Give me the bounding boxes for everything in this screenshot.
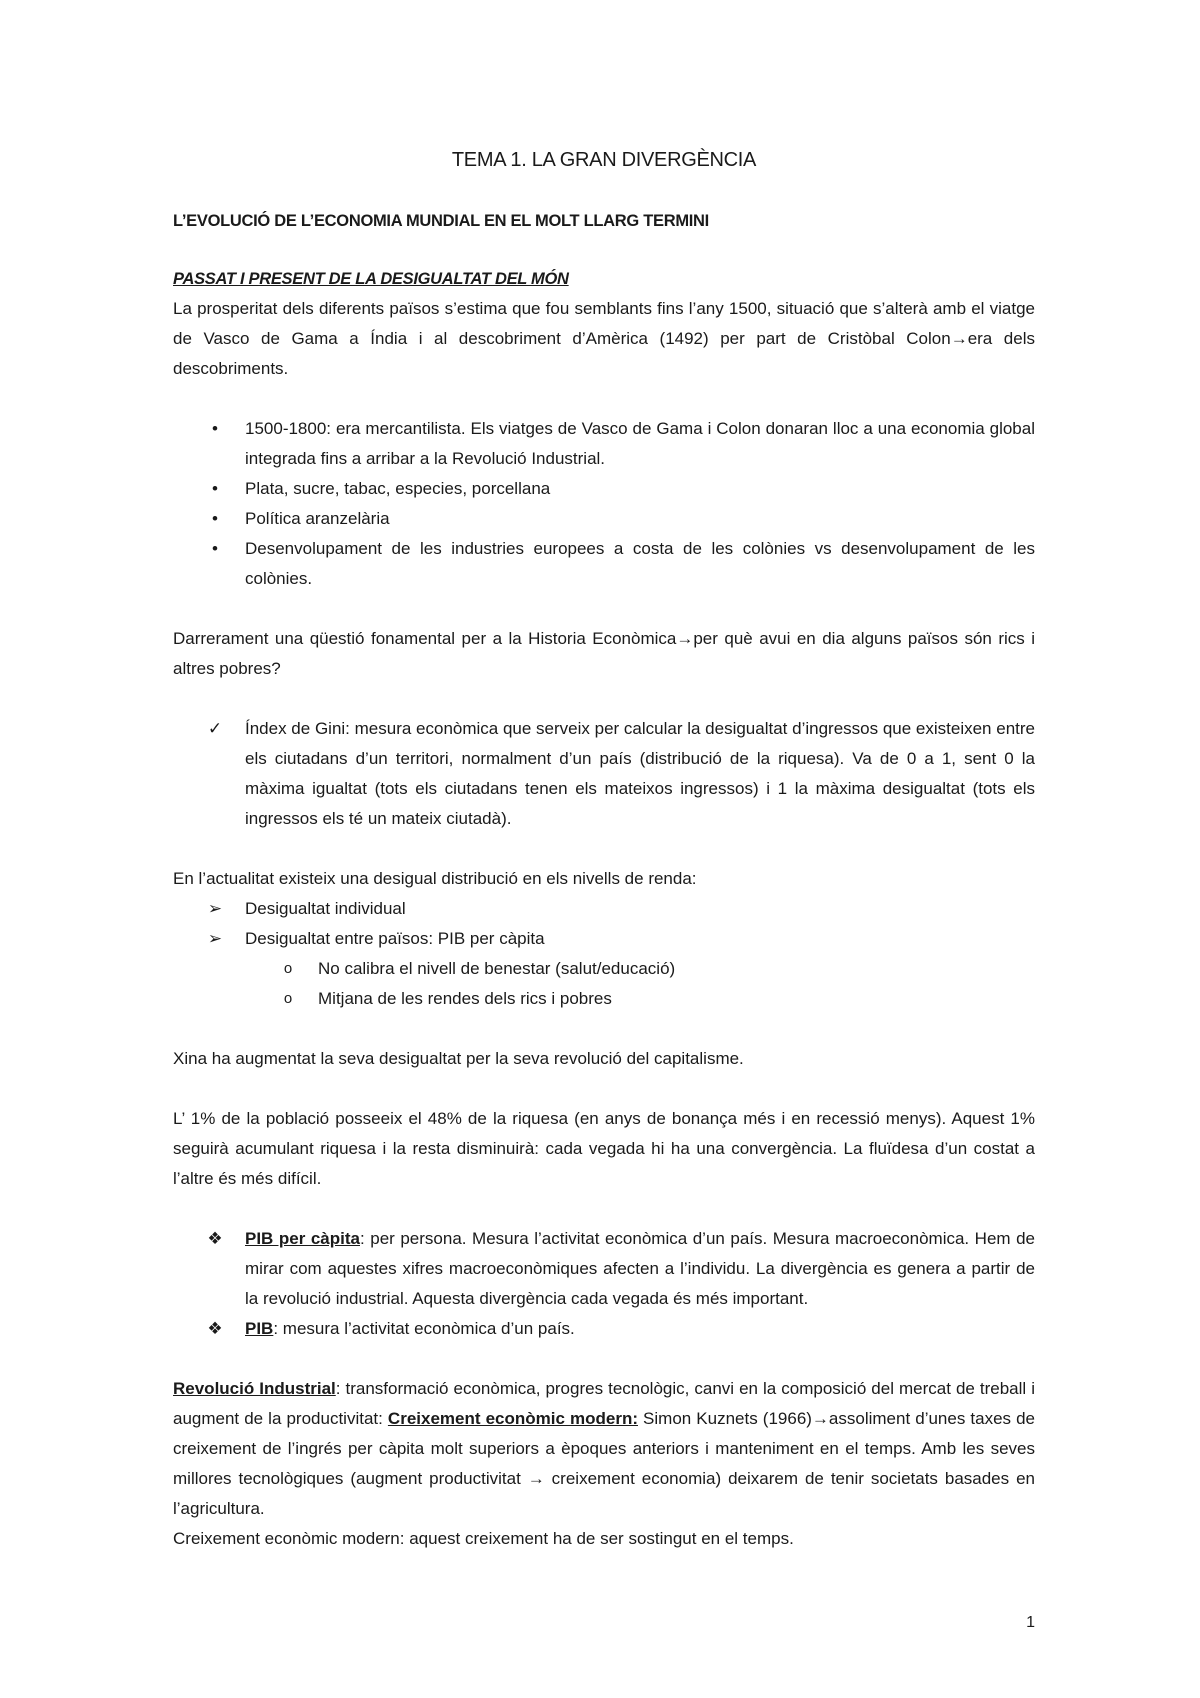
section-heading: L’EVOLUCIÓ DE L’ECONOMIA MUNDIAL EN EL MOLT LLARG TERMINI	[173, 212, 709, 230]
checkmark-icon: ✓	[207, 719, 223, 738]
page-title: TEMA 1. LA GRAN DIVERGÈNCIA	[451, 149, 757, 171]
sub-list	[173, 954, 1035, 1014]
paragraph-modern-growth: Creixement econòmic modern: aquest creixement ha de ser sostingut en el temps.	[173, 1529, 794, 1548]
term-pib: PIB	[245, 1319, 274, 1338]
bullet-dot-icon: •	[212, 419, 218, 438]
paragraph-industrial-revolution: Revolució Industrial: transformació econòmica, progres tecnològic, canvi en la composició del mercat de treball i augment de la productivitat: Creixement econòmic modern: Simon Kuznets (1966)→assoliment d’unes taxes de creixement de l’ingrés per càpita molt superiors a èpoques anteriors i manteniment en el temps. Amb les seves millores tecnològiques (augment productivitat → creixement economia) deixarem de tenir societats basades en l’agricultura.	[173, 1379, 1035, 1518]
check-list	[173, 714, 1035, 834]
paragraph-question: Darrerament una qüestió fonamental per a la Historia Econòmica→per què avui en dia alguns països són rics i altres pobres?	[173, 629, 1035, 678]
diamond-bullet-icon: ❖	[207, 1229, 223, 1248]
diamond-list	[173, 1224, 1035, 1344]
list-item: ➢ Desigualtat entre països: PIB per càpita	[173, 924, 1035, 954]
subsection-heading: PASSAT I PRESENT DE LA DESIGUALTAT DEL MÓN	[173, 270, 569, 288]
list-item: ❖ PIB: mesura l’activitat econòmica d’un país.	[173, 1314, 1035, 1344]
bullet-dot-icon: •	[212, 509, 218, 528]
arrowhead-bullet-icon: ➢	[207, 929, 223, 948]
list-item: • Desenvolupament de les industries europees a costa de les colònies vs desenvolupament de les colònies.	[173, 534, 1035, 594]
diamond-bullet-icon: ❖	[207, 1319, 223, 1338]
list-item: • 1500-1800: era mercantilista. Els viatges de Vasco de Gama i Colon donaran lloc a una economia global integrada fins a arribar a la Revolució Industrial.	[173, 414, 1035, 474]
paragraph-intro: La prosperitat dels diferents països s’estima que fou semblants fins l’any 1500, situació que s’alterà amb el viatge de Vasco de Gama a Índia i al descobriment d’Amèrica (1492) per part de Cristòbal Colon→era dels descobriments.	[173, 299, 1035, 378]
arrow-list	[173, 894, 1035, 954]
list-item: • Plata, sucre, tabac, especies, porcellana	[173, 474, 1035, 504]
circle-bullet-icon: o	[283, 990, 293, 1007]
list-item: o Mitjana de les rendes dels rics i pobres	[173, 984, 1035, 1014]
paragraph-inequality: En l’actualitat existeix una desigual distribució en els nivells de renda:	[173, 869, 697, 888]
circle-bullet-icon: o	[283, 960, 293, 977]
term-pib-per-capita: PIB per càpita	[245, 1229, 360, 1248]
paragraph-wealth: L’ 1% de la població posseeix el 48% de la riquesa (en anys de bonança més i en recessió menys). Aquest 1% seguirà acumulant riquesa i la resta disminuirà: cada vegada hi ha una convergència. La fluïdesa d’un costat a l’altre és més difícil.	[173, 1109, 1035, 1188]
document-page	[173, 140, 1035, 1554]
bullet-dot-icon: •	[212, 539, 218, 558]
list-item: ➢ Desigualtat individual	[173, 894, 1035, 924]
bullet-dot-icon: •	[212, 479, 218, 498]
paragraph-china: Xina ha augmentat la seva desigualtat per la seva revolució del capitalisme.	[173, 1049, 744, 1068]
list-item: ❖ PIB per càpita: per persona. Mesura l’activitat econòmica d’un país. Mesura macroeconòmica. Hem de mirar com aquestes xifres macroeconòmiques afecten a l’individu. La divergència es genera a partir de la revolució industrial. Aquesta divergència cada vegada és més important.	[173, 1224, 1035, 1314]
arrowhead-bullet-icon: ➢	[207, 899, 223, 918]
term-creixement-economic-modern: Creixement econòmic modern:	[387, 1409, 638, 1428]
list-item: ✓ Índex de Gini: mesura econòmica que serveix per calcular la desigualtat d’ingressos que existeixen entre els ciutadans d’un territori, normalment d’un país (distribució de la riquesa). Va de 0 a 1, sent 0 la màxima igualtat (tots els ciutadans tenen els mateixos ingressos) i 1 la màxima desigualtat (tots els ingressos els té un mateix ciutadà).	[173, 714, 1035, 834]
page-number: 1	[1026, 1614, 1035, 1631]
list-item: • Política aranzelària	[173, 504, 1035, 534]
bullet-list-mercantilism	[173, 414, 1035, 594]
list-item: o No calibra el nivell de benestar (salut/educació)	[173, 954, 1035, 984]
term-revolucio-industrial: Revolució Industrial	[173, 1379, 336, 1398]
